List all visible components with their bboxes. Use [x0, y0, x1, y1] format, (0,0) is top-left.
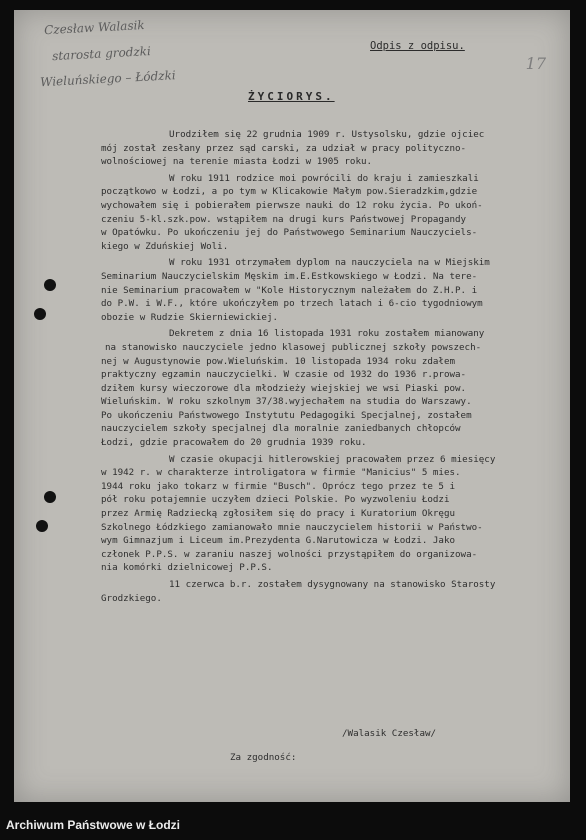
body-line: nia komórki dzielnicowej P.P.S. — [101, 562, 273, 574]
body-line: pół roku potajemnie uczyłem dzieci Polskie. Po wyzwoleniu Łodzi — [101, 494, 450, 506]
body-line: wychowałem się i pobierałem pierwsze nauki do 12 roku życia. Po ukoń- — [101, 199, 483, 211]
body-line: nauczycielem szkoły specjalnej dla moralnie zaniedbanych chłopców — [101, 423, 461, 435]
punch-hole — [44, 279, 56, 291]
document-page — [14, 10, 570, 802]
body-line: 11 czerwca b.r. zostałem dysygnowany na stanowisko Starosty — [169, 579, 496, 590]
body-line: członek P.P.S. w zaraniu naszej wolności przystąpiłem do organizowa- — [101, 548, 478, 560]
body-line: w 1942 r. w charakterze introligatora w firmie "Manicius" 5 mies. — [101, 467, 461, 479]
body-line: nej w Augustynowie pow.Wieluńskim. 10 listopada 1934 roku zdałem — [101, 355, 456, 367]
body-line: Łodzi, gdzie pracowałem do 20 grudnia 1939 roku. — [101, 437, 367, 449]
body-line: na stanowisko nauczyciele jedno klasowej publicznej szkoły powszech- — [105, 341, 482, 353]
body-line: nie Seminarium pracowałem w "Kole Historycznym należałem do Z.H.P. i — [101, 284, 478, 296]
body-line: czeniu 5-kl.szk.pow. wstąpiłem na drugi kurs Państwowej Propagandy — [101, 213, 467, 225]
body-line: w Opatówku. Po ukończeniu jej do Państwowego Seminarium Nauczyciels- — [101, 227, 478, 239]
body-line: W czasie okupacji hitlerowskiej pracowałem przez 6 miesięcy — [169, 453, 496, 465]
copy-note: Odpis z odpisu. — [370, 40, 465, 52]
body-line: przez Armię Radziecką zgłosiłem się do pracy i Kuratorium Okręgu — [101, 508, 456, 520]
page-number: 17 — [525, 54, 546, 73]
body-line: początkowo w Łodzi, a po tym w Klicakowie Małym pow.Sieradzkim,gdzie — [101, 186, 478, 198]
punch-hole — [34, 308, 46, 320]
body-line: kiego w Zduńskiej Woli. — [101, 240, 229, 252]
signature: /Walasik Czesław/ — [342, 728, 437, 739]
body-line: Dekretem z dnia 16 listopada 1931 roku zostałem mianowany — [169, 328, 485, 340]
body-line: W roku 1911 rodzice moi powrócili do kraju i zamieszkali — [169, 172, 479, 184]
archive-name: Archiwum Państwowe w Łodzi — [6, 818, 181, 832]
body-line: Urodziłem się 22 grudnia 1909 r. Ustysolsku, gdzie ojciec — [169, 129, 485, 140]
handwritten-note-line: Czesław Walasik — [43, 17, 145, 38]
body-line: Grodzkiego. — [101, 592, 162, 604]
punch-hole — [44, 491, 56, 503]
body-text — [101, 128, 571, 605]
body-line: dziłem kursy wieczorowe dla młodzieży wiejskiej we wsi Piaski pow. — [101, 382, 467, 394]
body-line: Wieluńskim. W roku szkolnym 37/38.wyjechałem na studia do Warszawy. — [101, 396, 472, 408]
handwritten-note-line: Wieluńskiego – Łódzki — [39, 68, 176, 90]
document-title: ŻYCIORYS. — [248, 90, 335, 103]
body-line: Po ukończeniu Państwowego Instytutu Pedagogiki Specjalnej, zostałem — [101, 409, 472, 421]
punch-hole — [36, 520, 48, 532]
body-line: do P.W. i W.F., które ukończyłem po trzech latach i 6-cio tygodniowym — [101, 298, 483, 310]
body-line: Seminarium Nauczycielskim Męskim im.E.Estkowskiego w Łodzi. Na tere- — [101, 270, 478, 282]
body-line: 1944 roku jako tokarz w firmie "Busch". Oprócz tego przez te 5 i — [101, 480, 456, 492]
body-line: W roku 1931 otrzymałem dyplom na nauczyciela na w Miejskim — [169, 257, 490, 269]
body-line: wolnościowej na terenie miasta Łodzi w 1905 roku. — [101, 156, 373, 168]
agreement-label: Za zgodność: — [230, 752, 297, 763]
body-line: praktyczny egzamin nauczycielki. W czasie od 1932 do 1936 r.prowa- — [101, 369, 467, 381]
body-line: obozie w Rudzie Skierniewickiej. — [101, 311, 279, 323]
handwritten-note-line: starosta grodzki — [51, 44, 152, 64]
archive-footer — [0, 810, 586, 840]
body-line: mój został zesłany przez sąd carski, za udział w pracy polityczno- — [101, 142, 467, 154]
body-line: Szkolnego Łódzkiego zamianowało mnie nauczycielem historii w Państwo- — [101, 521, 483, 533]
body-line: wym Gimnazjum i Liceum im.Prezydenta G.Narutowicza w Łodzi. Jako — [101, 535, 456, 547]
